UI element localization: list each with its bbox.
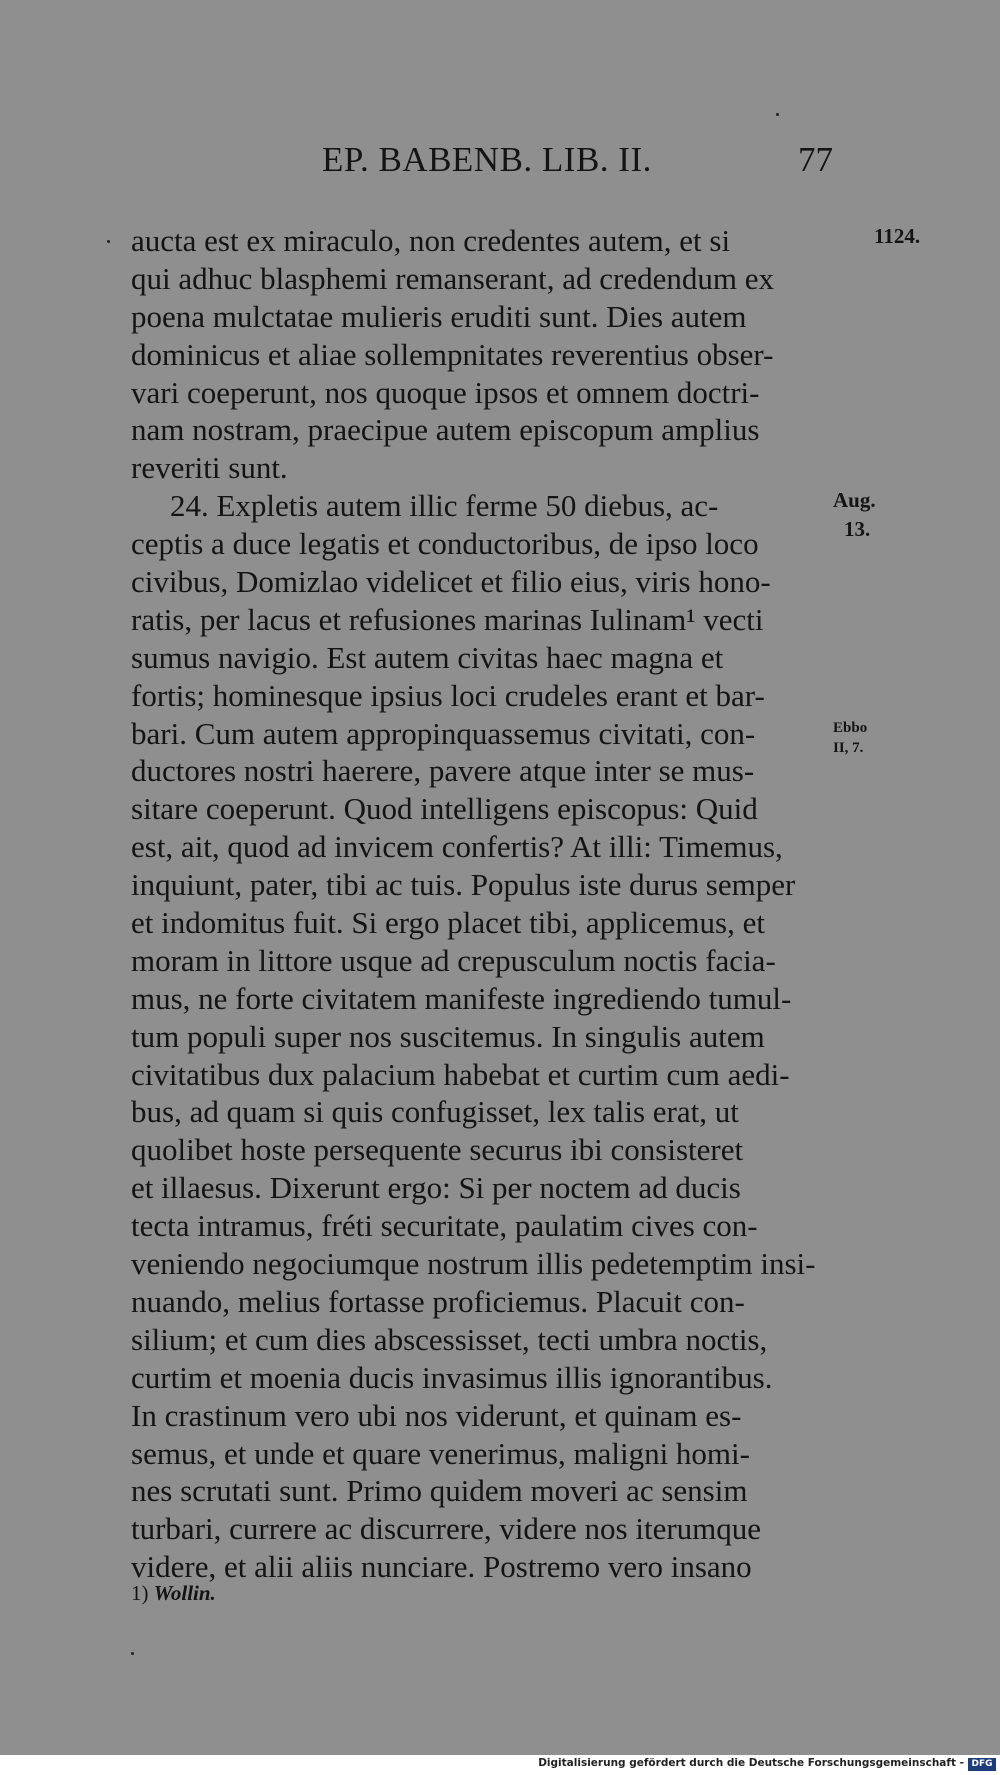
text-line: dominicus et aliae sollempnitates reverentius obser- bbox=[131, 336, 774, 372]
text-line: sitare coeperunt. Quod intelligens episcopus: Quid bbox=[131, 791, 758, 827]
text-line: nuando, melius fortasse proficiemus. Placuit con- bbox=[131, 1283, 745, 1319]
text-line: et illaesus. Dixerunt ergo: Si per noctem ad ducis bbox=[131, 1170, 741, 1206]
text-line: curtim et moenia ducis invasimus illis ignorantibus. bbox=[131, 1359, 773, 1395]
footnote-text: Wollin. bbox=[153, 1581, 216, 1605]
margin-note-source: Ebbo bbox=[833, 720, 868, 736]
scan-speck bbox=[107, 240, 110, 243]
margin-note-day: 13. bbox=[844, 517, 871, 541]
footer-credit: Digitalisierung gefördert durch die Deutsche Forschungsgemeinschaft - bbox=[538, 1757, 964, 1769]
body-text bbox=[131, 222, 831, 1586]
text-line: videre, et alii aliis nunciare. Postremo vero insano bbox=[131, 1549, 752, 1585]
text-line: qui adhuc blasphemi remanserant, ad credendum ex bbox=[131, 260, 775, 296]
text-line: bus, ad quam si quis confugisset, lex talis erat, ut bbox=[131, 1094, 739, 1130]
text-line: turbari, currere ac discurrere, videre nos iterumque bbox=[131, 1511, 762, 1547]
scan-speck bbox=[131, 1652, 134, 1655]
text-line: fortis; hominesque ipsius loci crudeles erant et bar- bbox=[131, 677, 765, 713]
text-line: est, ait, quod ad invicem confertis? At illi: Timemus, bbox=[131, 829, 783, 865]
text-line: silium; et cum dies abscessisset, tecti umbra noctis, bbox=[131, 1321, 768, 1357]
dfg-logo: DFG bbox=[968, 1758, 996, 1771]
text-line: reveriti sunt. bbox=[131, 450, 288, 486]
scan-speck bbox=[776, 113, 779, 116]
text-line: 24. Expletis autem illic ferme 50 diebus, ac- bbox=[170, 488, 719, 524]
text-line: In crastinum vero ubi nos viderunt, et quinam es- bbox=[131, 1397, 742, 1433]
text-line: inquiunt, pater, tibi ac tuis. Populus iste durus semper bbox=[131, 867, 796, 903]
running-header: EP. BABENB. LIB. II. bbox=[322, 140, 652, 179]
margin-note-source-ref: II, 7. bbox=[833, 740, 864, 756]
text-line: mus, ne forte civitatem manifeste ingrediendo tumul- bbox=[131, 980, 792, 1016]
text-line: aucta est ex miraculo, non credentes autem, et si bbox=[131, 223, 731, 258]
text-line: civitatibus dux palacium habebat et curtim cum aedi- bbox=[131, 1056, 790, 1092]
page-number: 77 bbox=[798, 140, 833, 179]
text-line: vari coeperunt, nos quoque ipsos et omnem doctri- bbox=[131, 374, 760, 410]
text-line: bari. Cum autem appropinquassemus civitati, con- bbox=[131, 715, 756, 751]
text-line: semus, et unde et quare venerimus, maligni homi- bbox=[131, 1435, 750, 1471]
footnote bbox=[131, 1581, 216, 1606]
footer-bar bbox=[0, 1755, 1000, 1775]
text-line: nam nostram, praecipue autem episcopum amplius bbox=[131, 412, 760, 448]
margin-note-month: Aug. bbox=[833, 488, 876, 512]
text-line: veniendo negociumque nostrum illis pedetemptim insi- bbox=[131, 1246, 816, 1282]
text-line: nes scrutati sunt. Primo quidem moveri ac sensim bbox=[131, 1473, 748, 1509]
margin-note-year: 1124. bbox=[874, 224, 921, 248]
text-line: tecta intramus, fréti securitate, paulatim cives con- bbox=[131, 1208, 758, 1244]
text-line: et indomitus fuit. Si ergo placet tibi, applicemus, et bbox=[131, 905, 765, 941]
text-line: moram in littore usque ad crepusculum noctis facia- bbox=[131, 942, 776, 978]
text-line: quolibet hoste persequente securus ibi consisteret bbox=[131, 1132, 744, 1168]
text-line: ceptis a duce legatis et conductoribus, de ipso loco bbox=[131, 526, 759, 562]
text-line: ductores nostri haerere, pavere atque inter se mus- bbox=[131, 753, 755, 789]
text-line: ratis, per lacus et refusiones marinas Iulinam¹ vecti bbox=[131, 601, 764, 637]
text-line: tum populi super nos suscitemus. In singulis autem bbox=[131, 1018, 765, 1054]
text-line: poena mulctatae mulieris eruditi sunt. Dies autem bbox=[131, 298, 747, 334]
text-line: sumus navigio. Est autem civitas haec magna et bbox=[131, 639, 724, 675]
footnote-marker: 1) bbox=[131, 1581, 149, 1605]
text-line: civibus, Domizlao videlicet et filio eius, viris hono- bbox=[131, 564, 771, 600]
